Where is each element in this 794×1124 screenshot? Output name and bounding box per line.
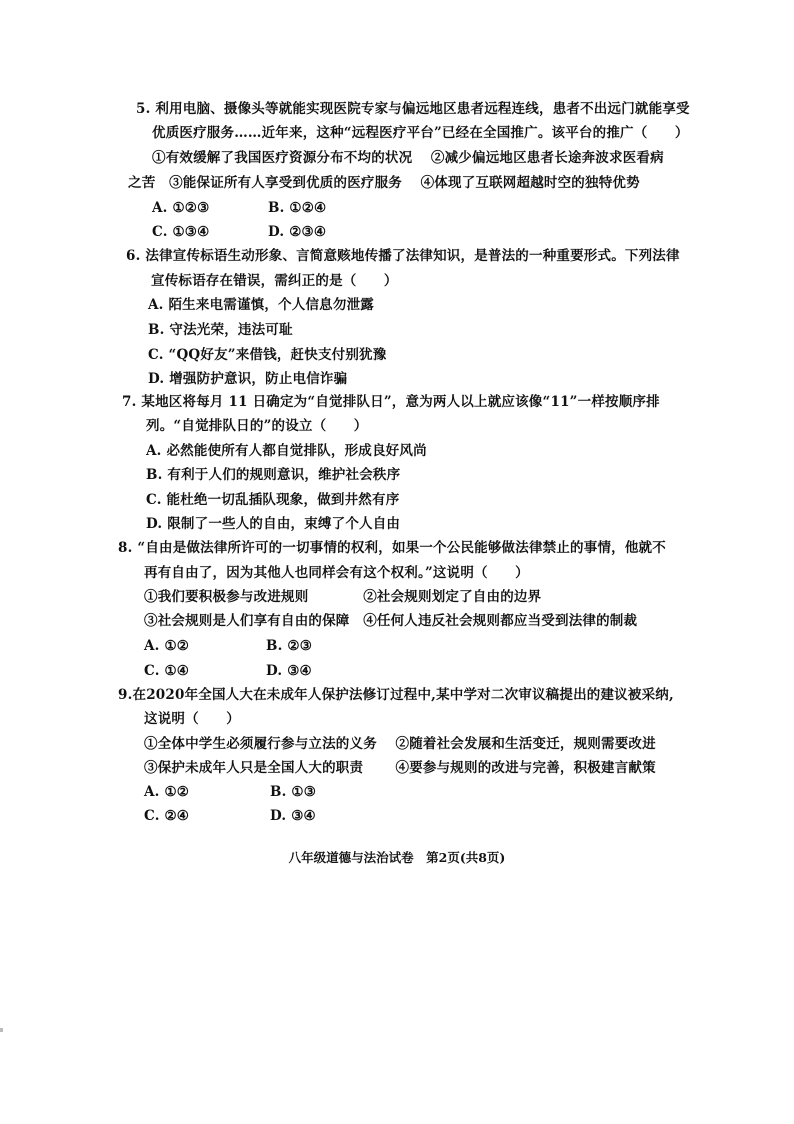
q6-option-a: A. 陌生来电需谨慎，个人信息勿泄露 xyxy=(148,297,374,313)
q8-option-d: D. ③④ xyxy=(266,663,312,679)
scan-speck xyxy=(0,1028,3,1032)
q9-statement-line-2: ③保护未成年人只是全国人大的职责 ④要参与规则的改进与完善，积极建言献策 xyxy=(144,760,656,776)
q8-option-a: A. ①② xyxy=(144,638,190,654)
q9-option-a: A. ①② xyxy=(144,784,190,800)
q6-option-b: B. 守法光荣，违法可耻 xyxy=(148,322,293,338)
q8-stem-line-1: 8. “自由是做法律所许可的一切事情的权利，如果一个公民能够做法律禁止的事情，他就不 xyxy=(118,540,666,556)
q9-statement-line-1: ①全体中学生必须履行参与立法的义务 ②随着社会发展和生活变迁，规则需要改进 xyxy=(144,736,656,752)
q7-option-c: C. 能杜绝一切乱插队现象，做到井然有序 xyxy=(146,492,400,508)
q9-stem-line-1: 9.在2020年全国人大在未成年人保护法修订过程中,某中学对二次审议稿提出的建议被采纳, xyxy=(118,687,674,703)
q8-statement-line-2: ③社会规则是人们享有自由的保障 ④任何人违反社会规则都应当受到法律的制裁 xyxy=(144,613,638,629)
q7-stem-line-2: 列。“自觉排队日的”的设立（ ） xyxy=(146,418,368,434)
q8-statement-line-1: ①我们要积极参与改进规则 ②社会规则划定了自由的边界 xyxy=(144,589,542,605)
q8-option-c: C. ①④ xyxy=(144,663,190,679)
q5-stem-line-2: 优质医疗服务……近年来，这种“远程医疗平台”已经在全国推广。该平台的推广（ ） xyxy=(152,125,689,141)
q5-statement-line-1: ①有效缓解了我国医疗资源分布不均的状况 ②减少偏远地区患者长途奔波求医看病 xyxy=(152,150,664,166)
q6-stem-line-1: 6. 法律宣传标语生动形象、言简意赅地传播了法律知识，是普法的一种重要形式。下列法律 xyxy=(126,248,680,264)
q5-statement-line-2: 之苦 ③能保证所有人享受到优质的医疗服务 ④体现了互联网超越时空的独特优势 xyxy=(128,175,640,191)
q7-option-b: B. 有利于人们的规则意识，维护社会秩序 xyxy=(146,467,401,483)
q5-option-a: A. ①②③ xyxy=(152,200,210,216)
q5-option-b: B. ①②④ xyxy=(268,200,327,216)
q8-option-b: B. ②③ xyxy=(266,638,313,654)
q7-option-d: D. 限制了一些人的自由，束缚了个人自由 xyxy=(146,516,401,532)
q9-option-b: B. ①③ xyxy=(270,784,317,800)
q6-option-d: D. 增强防护意识，防止电信诈骗 xyxy=(148,371,348,387)
q9-stem-line-2: 这说明（ ） xyxy=(144,711,240,727)
q6-option-c: C. “QQ好友”来借钱，赶快支付别犹豫 xyxy=(148,347,387,363)
page-footer: 八年级道德与法治试卷 第2页(共8页) xyxy=(288,850,506,865)
q7-option-a: A. 必然能使所有人都自觉排队，形成良好风尚 xyxy=(146,443,427,459)
q8-stem-line-2: 再有自由了，因为其他人也同样会有这个权利。”这说明（ ） xyxy=(144,565,529,581)
q7-stem-line-1: 7. 某地区将每月 11 日确定为“自觉排队日”，意为两人以上就应该像“11”一样按顺序排 xyxy=(122,394,660,410)
q5-stem-line-1: 5. 利用电脑、摄像头等就能实现医院专家与偏远地区患者远程连线，患者不出远门就能享受 xyxy=(136,101,690,117)
q6-stem-line-2: 宣传标语存在错误，需纠正的是（ ） xyxy=(151,273,398,289)
q9-option-c: C. ②④ xyxy=(144,808,190,824)
q5-option-d: D. ②③④ xyxy=(268,224,327,240)
q9-option-d: D. ③④ xyxy=(270,808,316,824)
q5-option-c: C. ①③④ xyxy=(152,224,210,240)
